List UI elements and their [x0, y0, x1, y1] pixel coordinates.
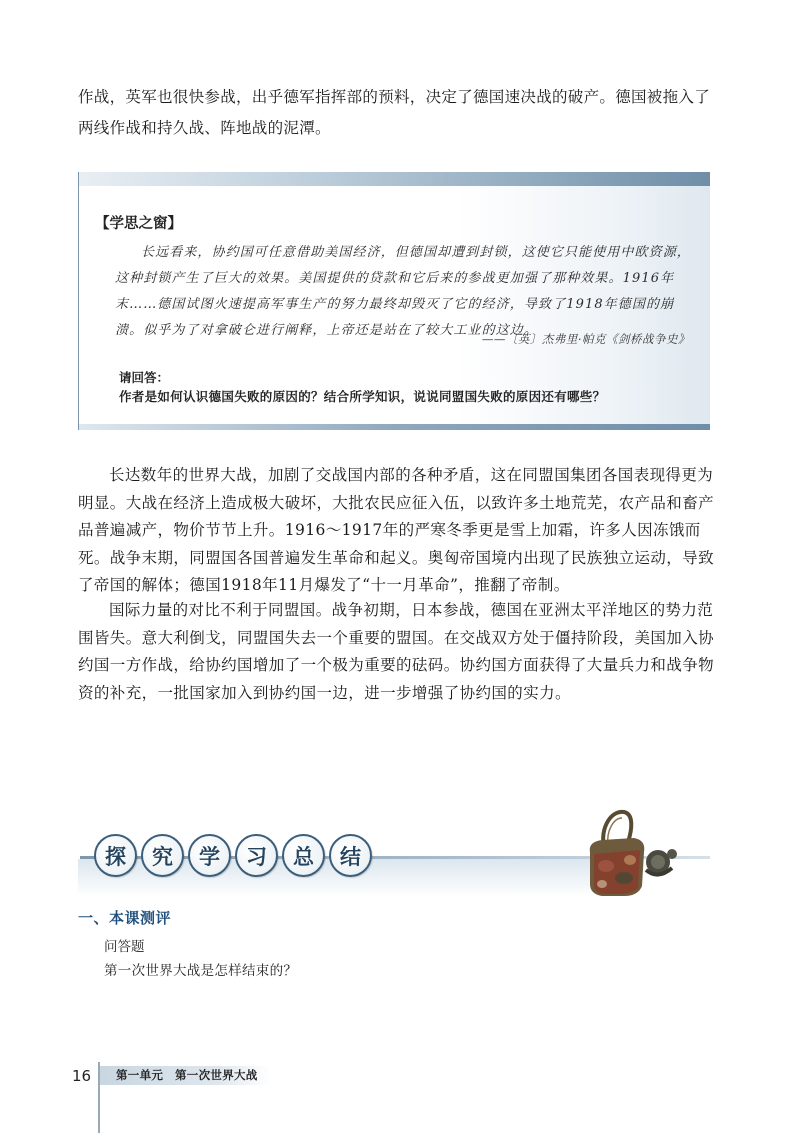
unit-label: 第一单元 第一次世界大战	[100, 1066, 270, 1085]
study-window-quote: 长远看来，协约国可任意借助美国经济，但德国却遭到封锁，这使它只能使用中欧资源，这种封锁产生了巨大的效果。美国提供的贷款和它后来的参战更加强了那种效果。1916年末……德国试图火速提高军事生产的努力最终却毁灭了它的经济，导致了1918年德国的崩溃。似乎为了对拿破仑进行阐释，上帝还是站在了较大工业的这边。	[115, 245, 691, 338]
body-paragraph-2: 国际力量的对比不利于同盟国。战争初期，日本参战，德国在亚洲太平洋地区的势力范围皆失。意大利倒戈，同盟国失去一个重要的盟国。在交战双方处于僵持阶段，美国加入协约国一方作战，给协约国增加了一个极为重要的砝码。协约国方面获得了大量兵力和战争物资的补充，一批国家加入到协约国一边，进一步增强了协约国的实力。	[78, 601, 715, 702]
banner-char: 究	[141, 834, 184, 877]
soldier-bag-illustration	[572, 808, 682, 900]
body-paragraph-1: 长达数年的世界大战，加剧了交战国内部的各种矛盾，这在同盟国集团各国表现得更为明显。大战在经济上造成极大破坏，大批农民应征入伍，以致许多土地荒芜，农产品和畜产品普遍减产，物价节节上升。1916～1917年的严寒冬季更是雪上加霜，许多人因冻饿而死。战争末期，同盟国各国普遍发生革命和起义。奥匈帝国境内出现了民族独立运动，导致了帝国的解体；德国1918年11月爆发了“十一月革命”，推翻了帝制。	[78, 466, 715, 594]
study-box-bottom-band	[79, 424, 710, 430]
prompt-label: 请回答：	[119, 370, 170, 385]
page-number: 16	[72, 1067, 92, 1085]
quote-source: ——〔英〕杰弗里·帕克《剑桥战争史》	[481, 332, 690, 346]
intro-paragraph: 作战，英军也很快参战，出乎德军指挥部的预料，决定了德国速决战的破产。德国被拖入了两线作战和持久战、阵地战的泥潭。	[78, 88, 711, 137]
banner-char: 总	[282, 834, 325, 877]
review-question: 第一次世界大战是怎样结束的？	[104, 963, 298, 979]
review-heading: 一、本课测评	[78, 909, 172, 927]
banner-char: 习	[235, 834, 278, 877]
banner-char: 学	[188, 834, 231, 877]
study-window-title: 【学思之窗】	[95, 216, 182, 232]
banner-char: 结	[329, 834, 372, 877]
review-subheading: 问答题	[104, 939, 145, 955]
study-window-box	[78, 172, 710, 430]
study-box-top-band	[79, 172, 710, 186]
prompt-question: 作者是如何认识德国失败的原因的？结合所学知识，说说同盟国失败的原因还有哪些？	[119, 389, 606, 404]
summary-banner	[94, 834, 372, 877]
banner-char: 探	[94, 834, 137, 877]
